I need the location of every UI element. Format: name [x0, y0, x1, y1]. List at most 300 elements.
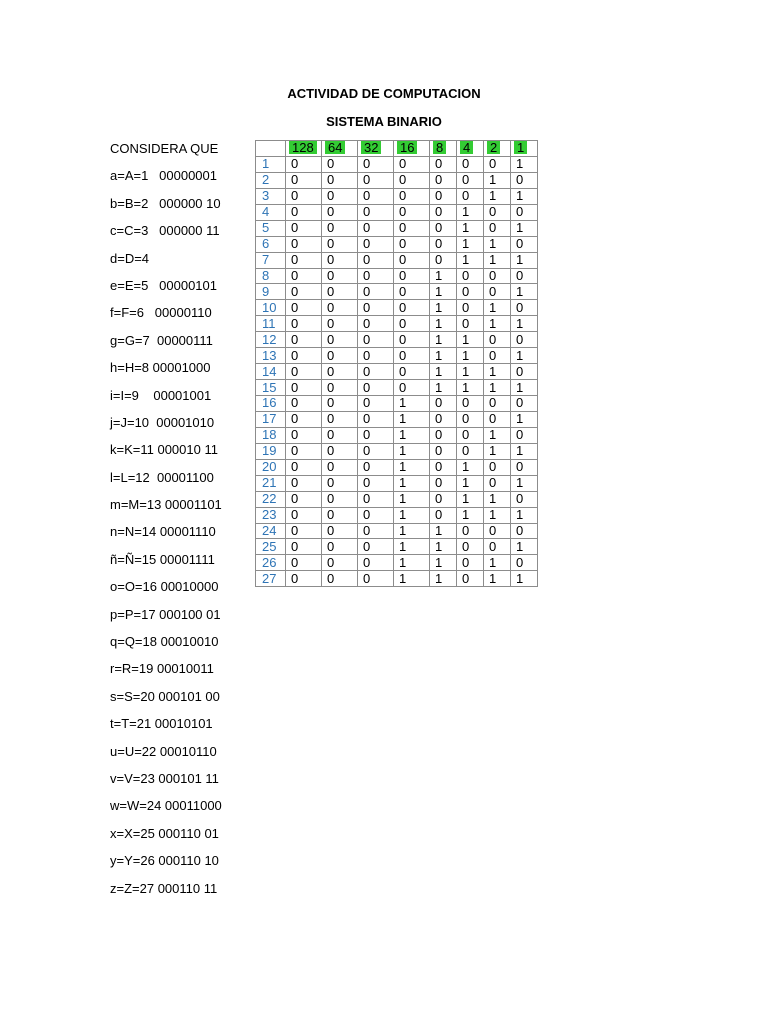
bit-cell: 0 [358, 204, 394, 220]
bit-cell: 1 [511, 348, 538, 364]
bit-cell: 1 [484, 380, 511, 396]
bit-cell: 0 [394, 332, 430, 348]
bit-cell: 0 [322, 364, 358, 380]
letter-code-list [110, 141, 222, 908]
bit-cell: 0 [358, 300, 394, 316]
bit-cell: 0 [457, 172, 484, 188]
table-row [256, 268, 538, 284]
row-number: 7 [256, 252, 286, 268]
bit-cell: 1 [511, 507, 538, 523]
column-header [457, 141, 484, 157]
row-number: 2 [256, 172, 286, 188]
column-header [322, 141, 358, 157]
bit-cell: 0 [430, 252, 457, 268]
table-row [256, 188, 538, 204]
table-row [256, 411, 538, 427]
bit-cell: 0 [358, 364, 394, 380]
list-item: o=O=16 00010000 [110, 579, 219, 595]
bit-cell: 1 [511, 443, 538, 459]
column-header [358, 141, 394, 157]
bit-cell: 1 [457, 252, 484, 268]
bit-cell: 0 [511, 236, 538, 252]
bit-cell: 1 [484, 555, 511, 571]
bit-cell: 1 [457, 475, 484, 491]
bit-cell: 0 [286, 188, 322, 204]
bit-cell: 0 [511, 459, 538, 475]
bit-cell: 0 [358, 236, 394, 252]
list-item: u=U=22 00010110 [110, 743, 217, 759]
bit-cell: 0 [457, 427, 484, 443]
bit-cell: 0 [457, 396, 484, 412]
bit-cell: 1 [484, 507, 511, 523]
bit-cell: 0 [394, 172, 430, 188]
bit-cell: 1 [511, 571, 538, 587]
bit-cell: 0 [322, 539, 358, 555]
row-number: 16 [256, 396, 286, 412]
bit-cell: 0 [394, 156, 430, 172]
list-item: x=X=25 000110 01 [110, 825, 219, 841]
bit-cell: 0 [322, 443, 358, 459]
list-item: q=Q=18 00010010 [110, 634, 219, 650]
bit-cell: 0 [322, 236, 358, 252]
bit-cell: 0 [358, 523, 394, 539]
bit-cell: 0 [511, 364, 538, 380]
list-item: v=V=23 000101 11 [110, 770, 219, 786]
bit-cell: 0 [484, 539, 511, 555]
table-row [256, 459, 538, 475]
bit-cell: 0 [286, 443, 322, 459]
bit-cell: 0 [286, 220, 322, 236]
list-item: m=M=13 00001101 [110, 497, 222, 513]
row-number: 27 [256, 571, 286, 587]
bit-cell: 0 [394, 252, 430, 268]
column-header [394, 141, 430, 157]
bit-cell: 1 [430, 523, 457, 539]
bit-cell: 0 [322, 316, 358, 332]
bit-cell: 0 [286, 300, 322, 316]
bit-cell: 0 [358, 443, 394, 459]
bit-cell: 0 [286, 348, 322, 364]
list-item: g=G=7 00000111 [110, 332, 213, 348]
row-number: 8 [256, 268, 286, 284]
table-row [256, 523, 538, 539]
bit-cell: 0 [286, 364, 322, 380]
bit-cell: 1 [511, 284, 538, 300]
bit-cell: 0 [322, 300, 358, 316]
row-number: 1 [256, 156, 286, 172]
bit-cell: 0 [322, 156, 358, 172]
bit-cell: 0 [286, 475, 322, 491]
bit-cell: 0 [484, 332, 511, 348]
table-row [256, 252, 538, 268]
bit-cell: 0 [322, 284, 358, 300]
list-heading: CONSIDERA QUE [110, 141, 219, 156]
bit-cell: 0 [484, 284, 511, 300]
table-row [256, 220, 538, 236]
bit-cell: 1 [394, 459, 430, 475]
bit-cell: 1 [430, 539, 457, 555]
bit-cell: 0 [322, 348, 358, 364]
bit-cell: 0 [286, 491, 322, 507]
bit-cell: 0 [358, 268, 394, 284]
bit-cell: 0 [484, 156, 511, 172]
column-header-label: 64 [325, 141, 345, 154]
bit-cell: 0 [430, 188, 457, 204]
bit-cell: 1 [457, 364, 484, 380]
bit-cell: 0 [358, 380, 394, 396]
list-item: e=E=5 00000101 [110, 277, 217, 293]
bit-cell: 0 [394, 284, 430, 300]
bit-cell: 1 [430, 284, 457, 300]
bit-cell: 0 [286, 284, 322, 300]
bit-cell: 0 [286, 156, 322, 172]
bit-cell: 0 [286, 172, 322, 188]
bit-cell: 0 [394, 316, 430, 332]
bit-cell: 1 [484, 252, 511, 268]
bit-cell: 0 [430, 475, 457, 491]
bit-cell: 1 [511, 252, 538, 268]
row-number: 13 [256, 348, 286, 364]
bit-cell: 0 [322, 523, 358, 539]
bit-cell: 0 [511, 396, 538, 412]
bit-cell: 0 [511, 332, 538, 348]
bit-cell: 0 [511, 204, 538, 220]
bit-cell: 0 [430, 411, 457, 427]
table-row [256, 475, 538, 491]
table-row [256, 284, 538, 300]
bit-cell: 1 [457, 459, 484, 475]
bit-cell: 1 [457, 204, 484, 220]
column-header [511, 141, 538, 157]
row-number: 5 [256, 220, 286, 236]
list-item: t=T=21 00010101 [110, 716, 213, 732]
bit-cell: 0 [358, 316, 394, 332]
bit-cell: 0 [484, 459, 511, 475]
bit-cell: 1 [457, 236, 484, 252]
bit-cell: 0 [394, 364, 430, 380]
bit-cell: 1 [484, 443, 511, 459]
bit-cell: 0 [322, 411, 358, 427]
bit-cell: 0 [358, 571, 394, 587]
column-header-label: 1 [514, 141, 527, 154]
bit-cell: 1 [484, 300, 511, 316]
bit-cell: 0 [358, 491, 394, 507]
row-number: 23 [256, 507, 286, 523]
list-item: p=P=17 000100 01 [110, 606, 221, 622]
bit-cell: 0 [511, 172, 538, 188]
bit-cell: 0 [358, 539, 394, 555]
bit-cell: 1 [430, 571, 457, 587]
table-row [256, 332, 538, 348]
list-item: b=B=2 000000 10 [110, 195, 221, 211]
bit-cell: 0 [457, 188, 484, 204]
bit-cell: 1 [457, 332, 484, 348]
bit-cell: 0 [394, 220, 430, 236]
bit-cell: 1 [457, 491, 484, 507]
bit-cell: 0 [484, 268, 511, 284]
row-number: 10 [256, 300, 286, 316]
bit-cell: 0 [286, 252, 322, 268]
bit-cell: 0 [394, 236, 430, 252]
table-row [256, 156, 538, 172]
bit-cell: 0 [322, 332, 358, 348]
bit-cell: 0 [511, 427, 538, 443]
list-item: i=I=9 00001001 [110, 387, 212, 403]
bit-cell: 0 [322, 220, 358, 236]
bit-cell: 0 [286, 380, 322, 396]
row-number: 17 [256, 411, 286, 427]
table-row [256, 172, 538, 188]
binary-table-header-row [256, 141, 538, 157]
bit-cell: 1 [394, 507, 430, 523]
bit-cell: 0 [358, 475, 394, 491]
bit-cell: 1 [394, 427, 430, 443]
bit-cell: 1 [430, 300, 457, 316]
list-item: r=R=19 00010011 [110, 661, 214, 677]
bit-cell: 0 [358, 348, 394, 364]
bit-cell: 0 [430, 427, 457, 443]
bit-cell: 0 [484, 220, 511, 236]
bit-cell: 0 [430, 204, 457, 220]
table-row [256, 204, 538, 220]
bit-cell: 1 [511, 156, 538, 172]
bit-cell: 1 [484, 491, 511, 507]
bit-cell: 0 [358, 252, 394, 268]
bit-cell: 0 [457, 555, 484, 571]
bit-cell: 0 [322, 268, 358, 284]
list-item: l=L=12 00001100 [110, 469, 214, 485]
bit-cell: 1 [511, 220, 538, 236]
bit-cell: 1 [457, 348, 484, 364]
bit-cell: 1 [511, 188, 538, 204]
list-item: z=Z=27 000110 11 [110, 880, 218, 896]
row-number: 21 [256, 475, 286, 491]
bit-cell: 1 [457, 220, 484, 236]
bit-cell: 0 [394, 380, 430, 396]
bit-cell: 1 [511, 475, 538, 491]
bit-cell: 0 [457, 316, 484, 332]
table-corner-cell [256, 141, 286, 157]
column-header-label: 128 [289, 141, 317, 154]
bit-cell: 0 [430, 172, 457, 188]
bit-cell: 0 [322, 172, 358, 188]
bit-cell: 0 [430, 491, 457, 507]
bit-cell: 0 [358, 172, 394, 188]
list-item: k=K=11 000010 11 [110, 442, 218, 458]
bit-cell: 0 [430, 507, 457, 523]
list-item: w=W=24 00011000 [110, 798, 222, 814]
bit-cell: 1 [511, 411, 538, 427]
bit-cell: 1 [430, 332, 457, 348]
page-subtitle: SISTEMA BINARIO [326, 114, 442, 129]
bit-cell: 1 [394, 475, 430, 491]
bit-cell: 1 [394, 396, 430, 412]
bit-cell: 1 [430, 380, 457, 396]
bit-cell: 0 [358, 396, 394, 412]
bit-cell: 0 [457, 268, 484, 284]
bit-cell: 1 [430, 268, 457, 284]
table-row [256, 316, 538, 332]
bit-cell: 0 [286, 396, 322, 412]
table-row [256, 396, 538, 412]
row-number: 15 [256, 380, 286, 396]
bit-cell: 0 [457, 284, 484, 300]
bit-cell: 0 [511, 268, 538, 284]
bit-cell: 0 [358, 188, 394, 204]
row-number: 4 [256, 204, 286, 220]
row-number: 12 [256, 332, 286, 348]
list-item: h=H=8 00001000 [110, 360, 211, 376]
table-row [256, 427, 538, 443]
column-header [484, 141, 511, 157]
table-row [256, 380, 538, 396]
bit-cell: 0 [511, 555, 538, 571]
table-row [256, 539, 538, 555]
bit-cell: 0 [286, 268, 322, 284]
bit-cell: 0 [358, 507, 394, 523]
column-header-label: 8 [433, 141, 446, 154]
bit-cell: 0 [286, 427, 322, 443]
bit-cell: 0 [286, 571, 322, 587]
list-item: n=N=14 00001110 [110, 524, 216, 540]
bit-cell: 1 [430, 555, 457, 571]
bit-cell: 0 [322, 427, 358, 443]
bit-cell: 0 [322, 459, 358, 475]
row-number: 6 [256, 236, 286, 252]
column-header-label: 32 [361, 141, 381, 154]
bit-cell: 0 [484, 204, 511, 220]
bit-cell: 0 [511, 300, 538, 316]
bit-cell: 0 [484, 348, 511, 364]
list-item: ñ=Ñ=15 00001111 [110, 551, 215, 567]
bit-cell: 0 [322, 571, 358, 587]
bit-cell: 1 [394, 411, 430, 427]
bit-cell: 0 [322, 188, 358, 204]
bit-cell: 0 [484, 475, 511, 491]
bit-cell: 0 [322, 380, 358, 396]
bit-cell: 1 [394, 443, 430, 459]
bit-cell: 0 [322, 396, 358, 412]
bit-cell: 1 [457, 507, 484, 523]
bit-cell: 1 [484, 188, 511, 204]
bit-cell: 0 [358, 156, 394, 172]
column-header-label: 4 [460, 141, 473, 154]
list-item: y=Y=26 000110 10 [110, 853, 219, 869]
bit-cell: 0 [358, 284, 394, 300]
bit-cell: 0 [430, 156, 457, 172]
bit-cell: 0 [358, 459, 394, 475]
row-number: 11 [256, 316, 286, 332]
row-number: 20 [256, 459, 286, 475]
bit-cell: 0 [358, 220, 394, 236]
bit-cell: 0 [430, 396, 457, 412]
row-number: 25 [256, 539, 286, 555]
bit-cell: 0 [457, 571, 484, 587]
row-number: 22 [256, 491, 286, 507]
row-number: 26 [256, 555, 286, 571]
bit-cell: 1 [484, 427, 511, 443]
column-header-label: 16 [397, 141, 417, 154]
bit-cell: 1 [484, 316, 511, 332]
bit-cell: 1 [394, 523, 430, 539]
bit-cell: 0 [457, 523, 484, 539]
bit-cell: 0 [358, 332, 394, 348]
bit-cell: 0 [457, 539, 484, 555]
bit-cell: 1 [511, 539, 538, 555]
bit-cell: 1 [394, 491, 430, 507]
bit-cell: 0 [484, 396, 511, 412]
bit-cell: 0 [322, 507, 358, 523]
bit-cell: 0 [322, 252, 358, 268]
bit-cell: 0 [322, 204, 358, 220]
bit-cell: 0 [511, 523, 538, 539]
bit-cell: 0 [286, 316, 322, 332]
table-row [256, 348, 538, 364]
bit-cell: 0 [394, 300, 430, 316]
list-item: d=D=4 [110, 250, 150, 266]
column-header [430, 141, 457, 157]
bit-cell: 0 [457, 443, 484, 459]
bit-cell: 0 [394, 348, 430, 364]
bit-cell: 1 [430, 316, 457, 332]
page-title: ACTIVIDAD DE COMPUTACION [287, 86, 481, 101]
bit-cell: 0 [358, 411, 394, 427]
bit-cell: 0 [358, 555, 394, 571]
table-row [256, 443, 538, 459]
bit-cell: 0 [286, 539, 322, 555]
bit-cell: 0 [457, 300, 484, 316]
bit-cell: 0 [484, 411, 511, 427]
bit-cell: 0 [286, 555, 322, 571]
bit-cell: 0 [358, 427, 394, 443]
bit-cell: 0 [286, 459, 322, 475]
bit-cell: 1 [484, 571, 511, 587]
bit-cell: 0 [430, 443, 457, 459]
bit-cell: 0 [286, 523, 322, 539]
bit-cell: 0 [457, 156, 484, 172]
list-item: f=F=6 00000110 [110, 305, 212, 321]
bit-cell: 0 [286, 411, 322, 427]
list-item: c=C=3 000000 11 [110, 223, 220, 239]
table-row [256, 507, 538, 523]
bit-cell: 1 [511, 380, 538, 396]
bit-cell: 0 [286, 204, 322, 220]
table-row [256, 300, 538, 316]
list-item: s=S=20 000101 00 [110, 688, 220, 704]
column-header [286, 141, 322, 157]
row-number: 18 [256, 427, 286, 443]
bit-cell: 0 [286, 332, 322, 348]
table-row [256, 236, 538, 252]
bit-cell: 0 [286, 236, 322, 252]
bit-cell: 0 [394, 204, 430, 220]
bit-cell: 0 [394, 268, 430, 284]
bit-cell: 1 [394, 571, 430, 587]
row-number: 14 [256, 364, 286, 380]
bit-cell: 1 [394, 539, 430, 555]
bit-cell: 0 [430, 459, 457, 475]
bit-cell: 0 [322, 475, 358, 491]
bit-cell: 0 [430, 220, 457, 236]
bit-cell: 0 [286, 507, 322, 523]
bit-cell: 0 [394, 188, 430, 204]
table-row [256, 555, 538, 571]
row-number: 9 [256, 284, 286, 300]
table-row [256, 491, 538, 507]
bit-cell: 1 [457, 380, 484, 396]
bit-cell: 1 [484, 236, 511, 252]
row-number: 19 [256, 443, 286, 459]
